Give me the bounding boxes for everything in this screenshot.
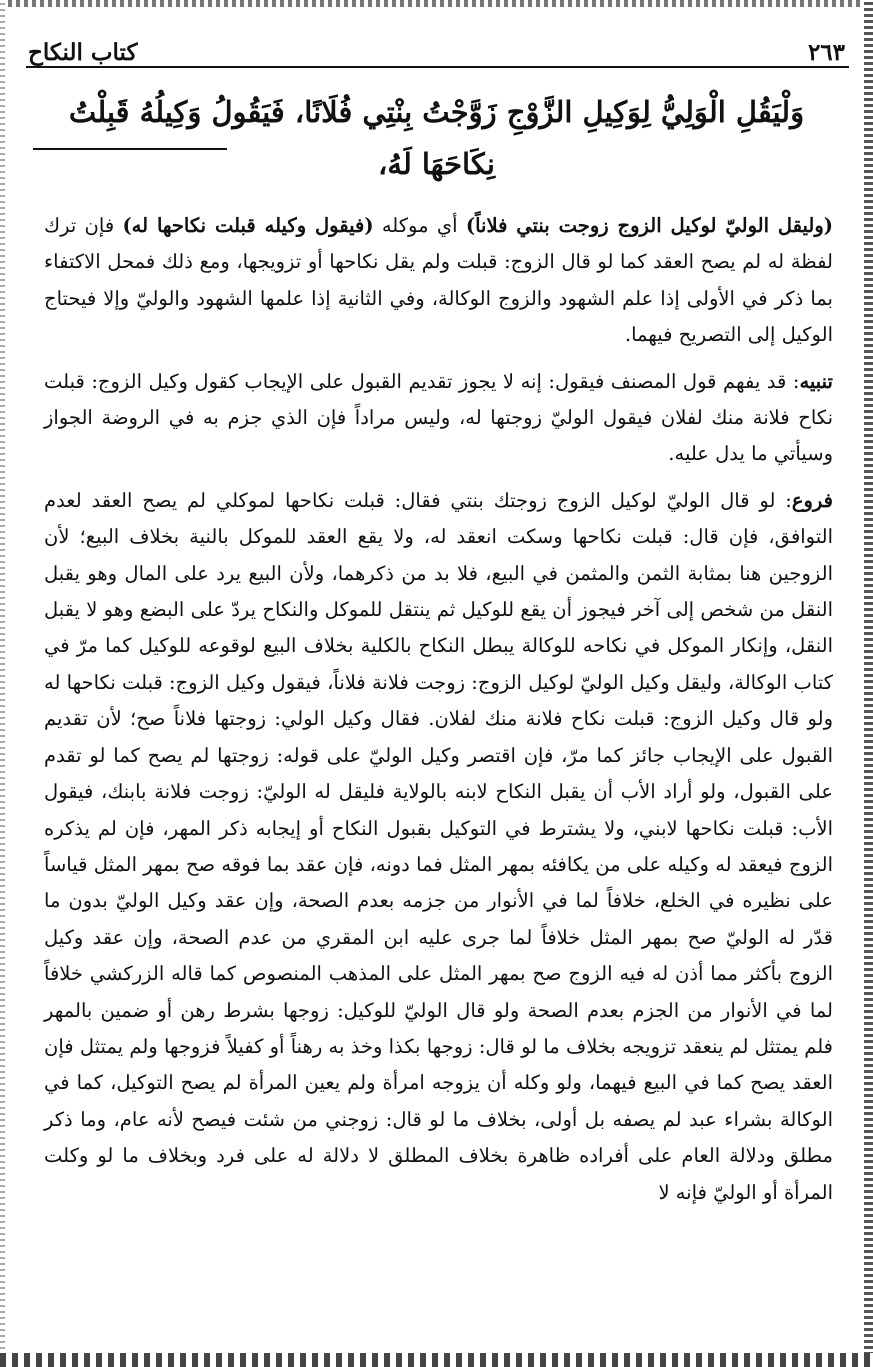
page-border-right — [864, 0, 873, 1367]
paragraph-1 — [44, 208, 833, 354]
paragraph-text: أي موكله — [373, 214, 466, 237]
page-border-top — [0, 0, 873, 7]
header-divider — [26, 66, 849, 68]
page-number: ٢٦٣ — [807, 39, 845, 66]
paragraph-furu — [44, 483, 833, 1211]
chapter-title: كتاب النكاح — [28, 39, 138, 66]
quoted-matn: (فيقول وكيله قبلت نكاحها له) — [122, 214, 374, 237]
section-label: فروع — [791, 488, 833, 512]
section-label: تنبيه — [799, 369, 833, 393]
commentary — [44, 208, 833, 1219]
running-header — [28, 26, 845, 66]
paragraph-tanbih — [44, 364, 833, 473]
paragraph-text: : قد يفهم قول المصنف فيقول: إنه لا يجوز تقديم القبول على الإيجاب كقول وكيل الزوج: قبلت نكاح فلانة منك لفلان فيقول الوليّ زوجتها له، وليس مراداً فإن الذي جزم به في الروضة الجواز وسيأتي ما يدل عليه. — [44, 369, 833, 466]
page-border-bottom — [0, 1353, 873, 1367]
paragraph-text: فإن ترك لفظة له لم يصح العقد كما لو قال الزوج: قبلت ولم يقل نكاحها أو تزويجها، ومع ذلك فمحل الاكتفاء بما ذكر في الأولى إذا علم الشهود والزوج الوكالة، وفي الثانية إذا علمها الشهود والوليّ وإلا فيحتاج الوكيل إلى التصريح فيهما. — [44, 214, 833, 347]
matn-divider — [33, 148, 227, 150]
paragraph-text: : لو قال الوليّ لوكيل الزوج زوجتك بنتي فقال: قبلت نكاحها لموكلي لم يصح العقد لعدم التوافق، فإن قال: قبلت نكاحها وسكت انعقد له، ولا يقع العقد للموكل بالنية بخلاف البيع؛ لأن الزوجين هنا بمثابة الثمن والمثمن في البيع، فلا بد من ذكرهما، ولأن البيع يرد على المال وهو يقبل النقل من شخص إلى آخر فيجوز أن يقع للوكيل ثم ينتقل للموكل والنكاح يردّ على البضع وهو لا يقبل النقل، وإنكار الموكل في نكاحه للوكالة يبطل النكاح بالكلية بخلاف البيع لوقوعه للوكيل كما مرّ في كتاب الوكالة، وليقل وكيل الوليّ لوكيل الزوج: زوجت فلانة فلاناً، فيقول وكيل الزوج: قبلت نكاحها له ولو قال وكيل الزوج: قبلت نكاح فلانة منك لفلان. فقال وكيل الولي: زوجتها فلاناً صح؛ لأن تقديم القبول على الإيجاب جائز كما مرّ، فإن اقتصر وكيل الوليّ على قوله: زوجتها لم يصح كما لو تقدم على القبول، ولو أراد الأب أن يقبل النكاح لابنه بالولاية فليقل له الوليّ: زوجت فلانة بابنك، فيقول الأب: قبلت نكاحها لابني، ولا يشترط في التوكيل بقبول النكاح أو إيجابه ذكر المهر، فإن لم يذكره الزوج فيعقد له وكيله على من يكافئه بمهر المثل فما دونه، فإن عقد بما فوقه صح بمهر المثل قياساً على نظيره في الخلع، خلافاً لما في الأنوار من جزمه بعدم الصحة، وإن عقد وكيل الوليّ بدون ما قدّر له الوليّ صح بمهر المثل خلافاً لما جرى عليه ابن المقري من عدم الصحة، وإن عقد وكيل الزوج بأكثر مما أذن له فيه الزوج صح بمهر المثل على المذهب المنصوص كما قاله الزركشي خلافاً لما في الأنوار من الجزم بعدم الصحة ولو قال الوليّ للوكيل: زوجها بشرط رهن أو ضمين بالمهر فلم يمتثل لم ينعقد تزويجه بخلاف ما لو قال: زوجها بكذا وخذ به رهناً أو كفيلاً فزوجها ولم يمتثل فإن العقد يصح كما في البيع فيهما، ولو وكله أن يزوجه امرأة ولم يعين المرأة لم يصح التوكيل، كما في الوكالة بشراء عبد لم يصفه بل أولى، بخلاف ما لو قال: زوجني من شئت فيصح لأنه عام، وما ذكر مطلق ودلالة العام على أفراده ظاهرة بخلاف المطلق لا دلالة له على فرد وبخلاف ما لو وكلت المرأة أو الوليّ فإنه لا — [44, 488, 833, 1204]
matn-text: وَلْيَقُلِ الْوَلِيُّ لِوَكِيلِ الزَّوْجِ زَوَّجْتُ بِنْتِي فُلَانًا، فَيَقُولُ وَكِيلُهُ قَبِلْتُ نِكَاحَهَا لَهُ، — [68, 95, 805, 181]
page-border-left — [0, 0, 5, 1367]
quoted-matn: (وليقل الوليّ لوكيل الزوج زوجت بنتي فلاناً) — [465, 214, 833, 237]
